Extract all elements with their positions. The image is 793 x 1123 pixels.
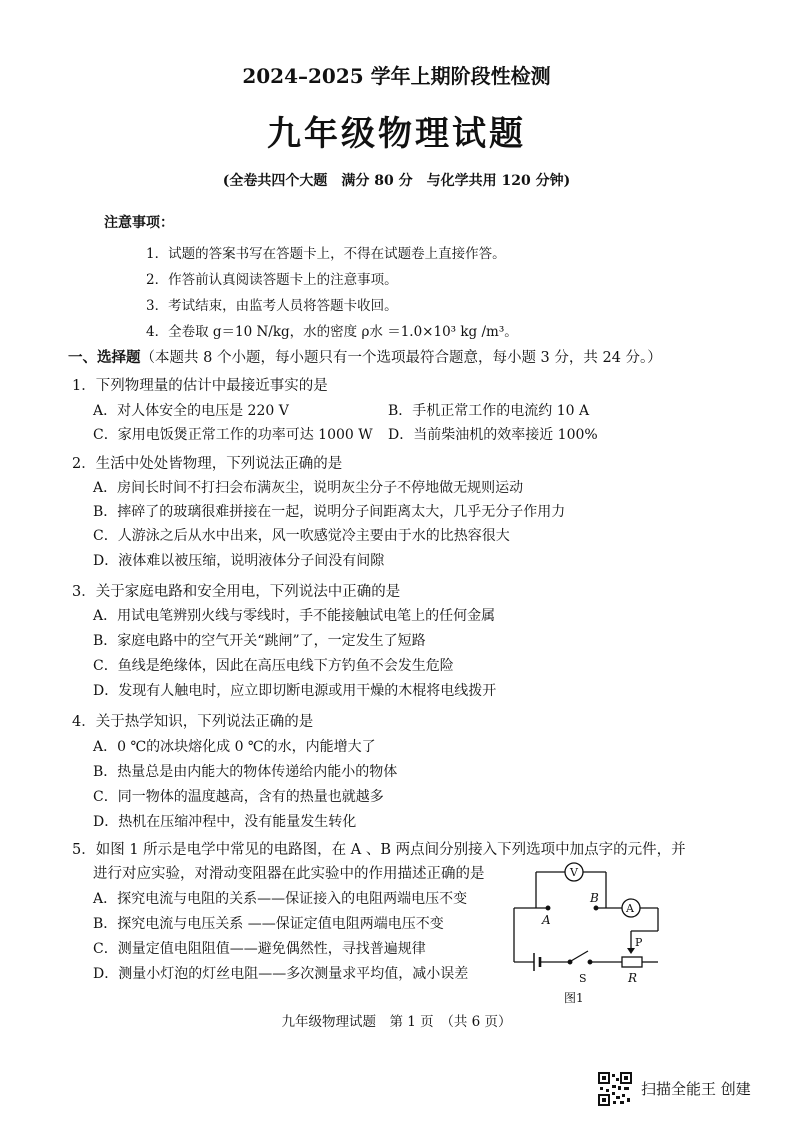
ammeter-label: A: [626, 902, 634, 915]
point-a-label: A: [542, 913, 551, 927]
note-item: 2．作答前认真阅读答题卡上的注意事项。: [146, 272, 398, 288]
option-d: D．当前柴油机的效率接近 100%: [388, 427, 598, 443]
rheostat-icon: [622, 957, 642, 967]
section-description: （本题共 8 个小题，每小题只有一个选项最符合题意，每小题 3 分，共 24 分。）: [140, 350, 662, 366]
option-a: A．0 ℃的冰块熔化成 0 ℃的水，内能增大了: [93, 739, 376, 755]
page-footer: 九年级物理试题 第 1 页 （共 6 页）: [281, 1014, 512, 1030]
option-b: B．探究电流与电压关系 ——保证定值电阻两端电压不变: [93, 916, 444, 932]
voltmeter-label: V: [570, 866, 578, 879]
option-d: D．发现有人触电时，应立即切断电源或用干燥的木棍将电线拨开: [93, 683, 497, 699]
question-stem: 5．如图 1 所示是电学中常见的电路图，在 A 、B 两点间分别接入下列选项中加点字的元件，并: [72, 842, 686, 858]
option-b: B．热量总是由内能大的物体传递给内能小的物体: [93, 764, 398, 780]
point-b-dot: [594, 906, 598, 910]
note-item: 3．考试结束，由监考人员将答题卡收回。: [146, 298, 398, 314]
option-a: A．用试电笔辨别火线与零线时，手不能接触试电笔上的任何金属: [93, 608, 496, 624]
note-item: 1．试题的答案书写在答题卡上，不得在试题卷上直接作答。: [146, 246, 506, 262]
circuit-diagram: [504, 858, 674, 1006]
figure-caption: 图1: [564, 991, 584, 1005]
question-stem: 2．生活中处处皆物理，下列说法正确的是: [72, 456, 343, 472]
rheostat-label: R: [628, 971, 638, 985]
exam-subtitle: 2024–2025 学年上期阶段性检测: [242, 64, 551, 88]
question-stem: 1．下列物理量的估计中最接近事实的是: [72, 378, 328, 394]
option-a: A．对人体安全的电压是 220 V: [93, 403, 289, 419]
note-item: 4．全卷取 g＝10 N/kg，水的密度 ρ水 ＝1.0×10³ kg /m³。: [146, 324, 518, 340]
scanner-watermark: 扫描全能王 创建: [641, 1080, 751, 1098]
slider-label: P: [635, 936, 643, 949]
option-d: D．热机在压缩冲程中，没有能量发生转化: [93, 814, 357, 830]
point-a-dot: [546, 906, 550, 910]
option-a: A．探究电流与电阻的关系——保证接入的电阻两端电压不变: [93, 891, 468, 907]
exam-title: 九年级物理试题: [267, 114, 526, 154]
option-a: A．房间长时间不打扫会布满灰尘，说明灰尘分子不停地做无规则运动: [93, 480, 524, 496]
question-stem-continued: 进行对应实验，对滑动变阻器在此实验中的作用描述正确的是: [93, 866, 485, 882]
section-heading: [68, 346, 662, 367]
option-c: C．同一物体的温度越高，含有的热量也就越多: [93, 789, 384, 805]
option-d: D．液体难以被压缩，说明液体分子间没有间隙: [93, 553, 385, 569]
switch-label: S: [579, 972, 587, 985]
option-b: B．家庭电路中的空气开关“跳闸”了，一定发生了短路: [93, 633, 426, 649]
slider-arrow-icon: [627, 948, 635, 954]
option-c: C．人游泳之后从水中出来，风一吹感觉冷主要由于水的比热容很大: [93, 528, 510, 544]
option-d: D．测量小灯泡的灯丝电阻——多次测量求平均值，减小误差: [93, 966, 469, 982]
option-b: B．摔碎了的玻璃很难拼接在一起，说明分子间距离太大，几乎无分子作用力: [93, 504, 566, 520]
option-b: B．手机正常工作的电流约 10 A: [388, 403, 590, 419]
option-c: C．测量定值电阻阻值——避免偶然性，寻找普遍规律: [93, 941, 426, 957]
question-stem: 3．关于家庭电路和安全用电，下列说法中正确的是: [72, 584, 401, 600]
notes-title: 注意事项：: [104, 215, 174, 231]
question-stem: 4．关于热学知识，下列说法正确的是: [72, 714, 314, 730]
section-title: 一、选择题: [68, 349, 141, 366]
option-c: C．鱼线是绝缘体，因此在高压电线下方钓鱼不会发生危险: [93, 658, 454, 674]
point-b-label: B: [590, 891, 599, 905]
option-c: C．家用电饭煲正常工作的功率可达 1000 W: [93, 427, 373, 443]
qr-code-icon: [598, 1072, 632, 1106]
exam-info: (全卷共四个大题 满分 80 分 与化学共用 120 分钟): [222, 173, 571, 189]
